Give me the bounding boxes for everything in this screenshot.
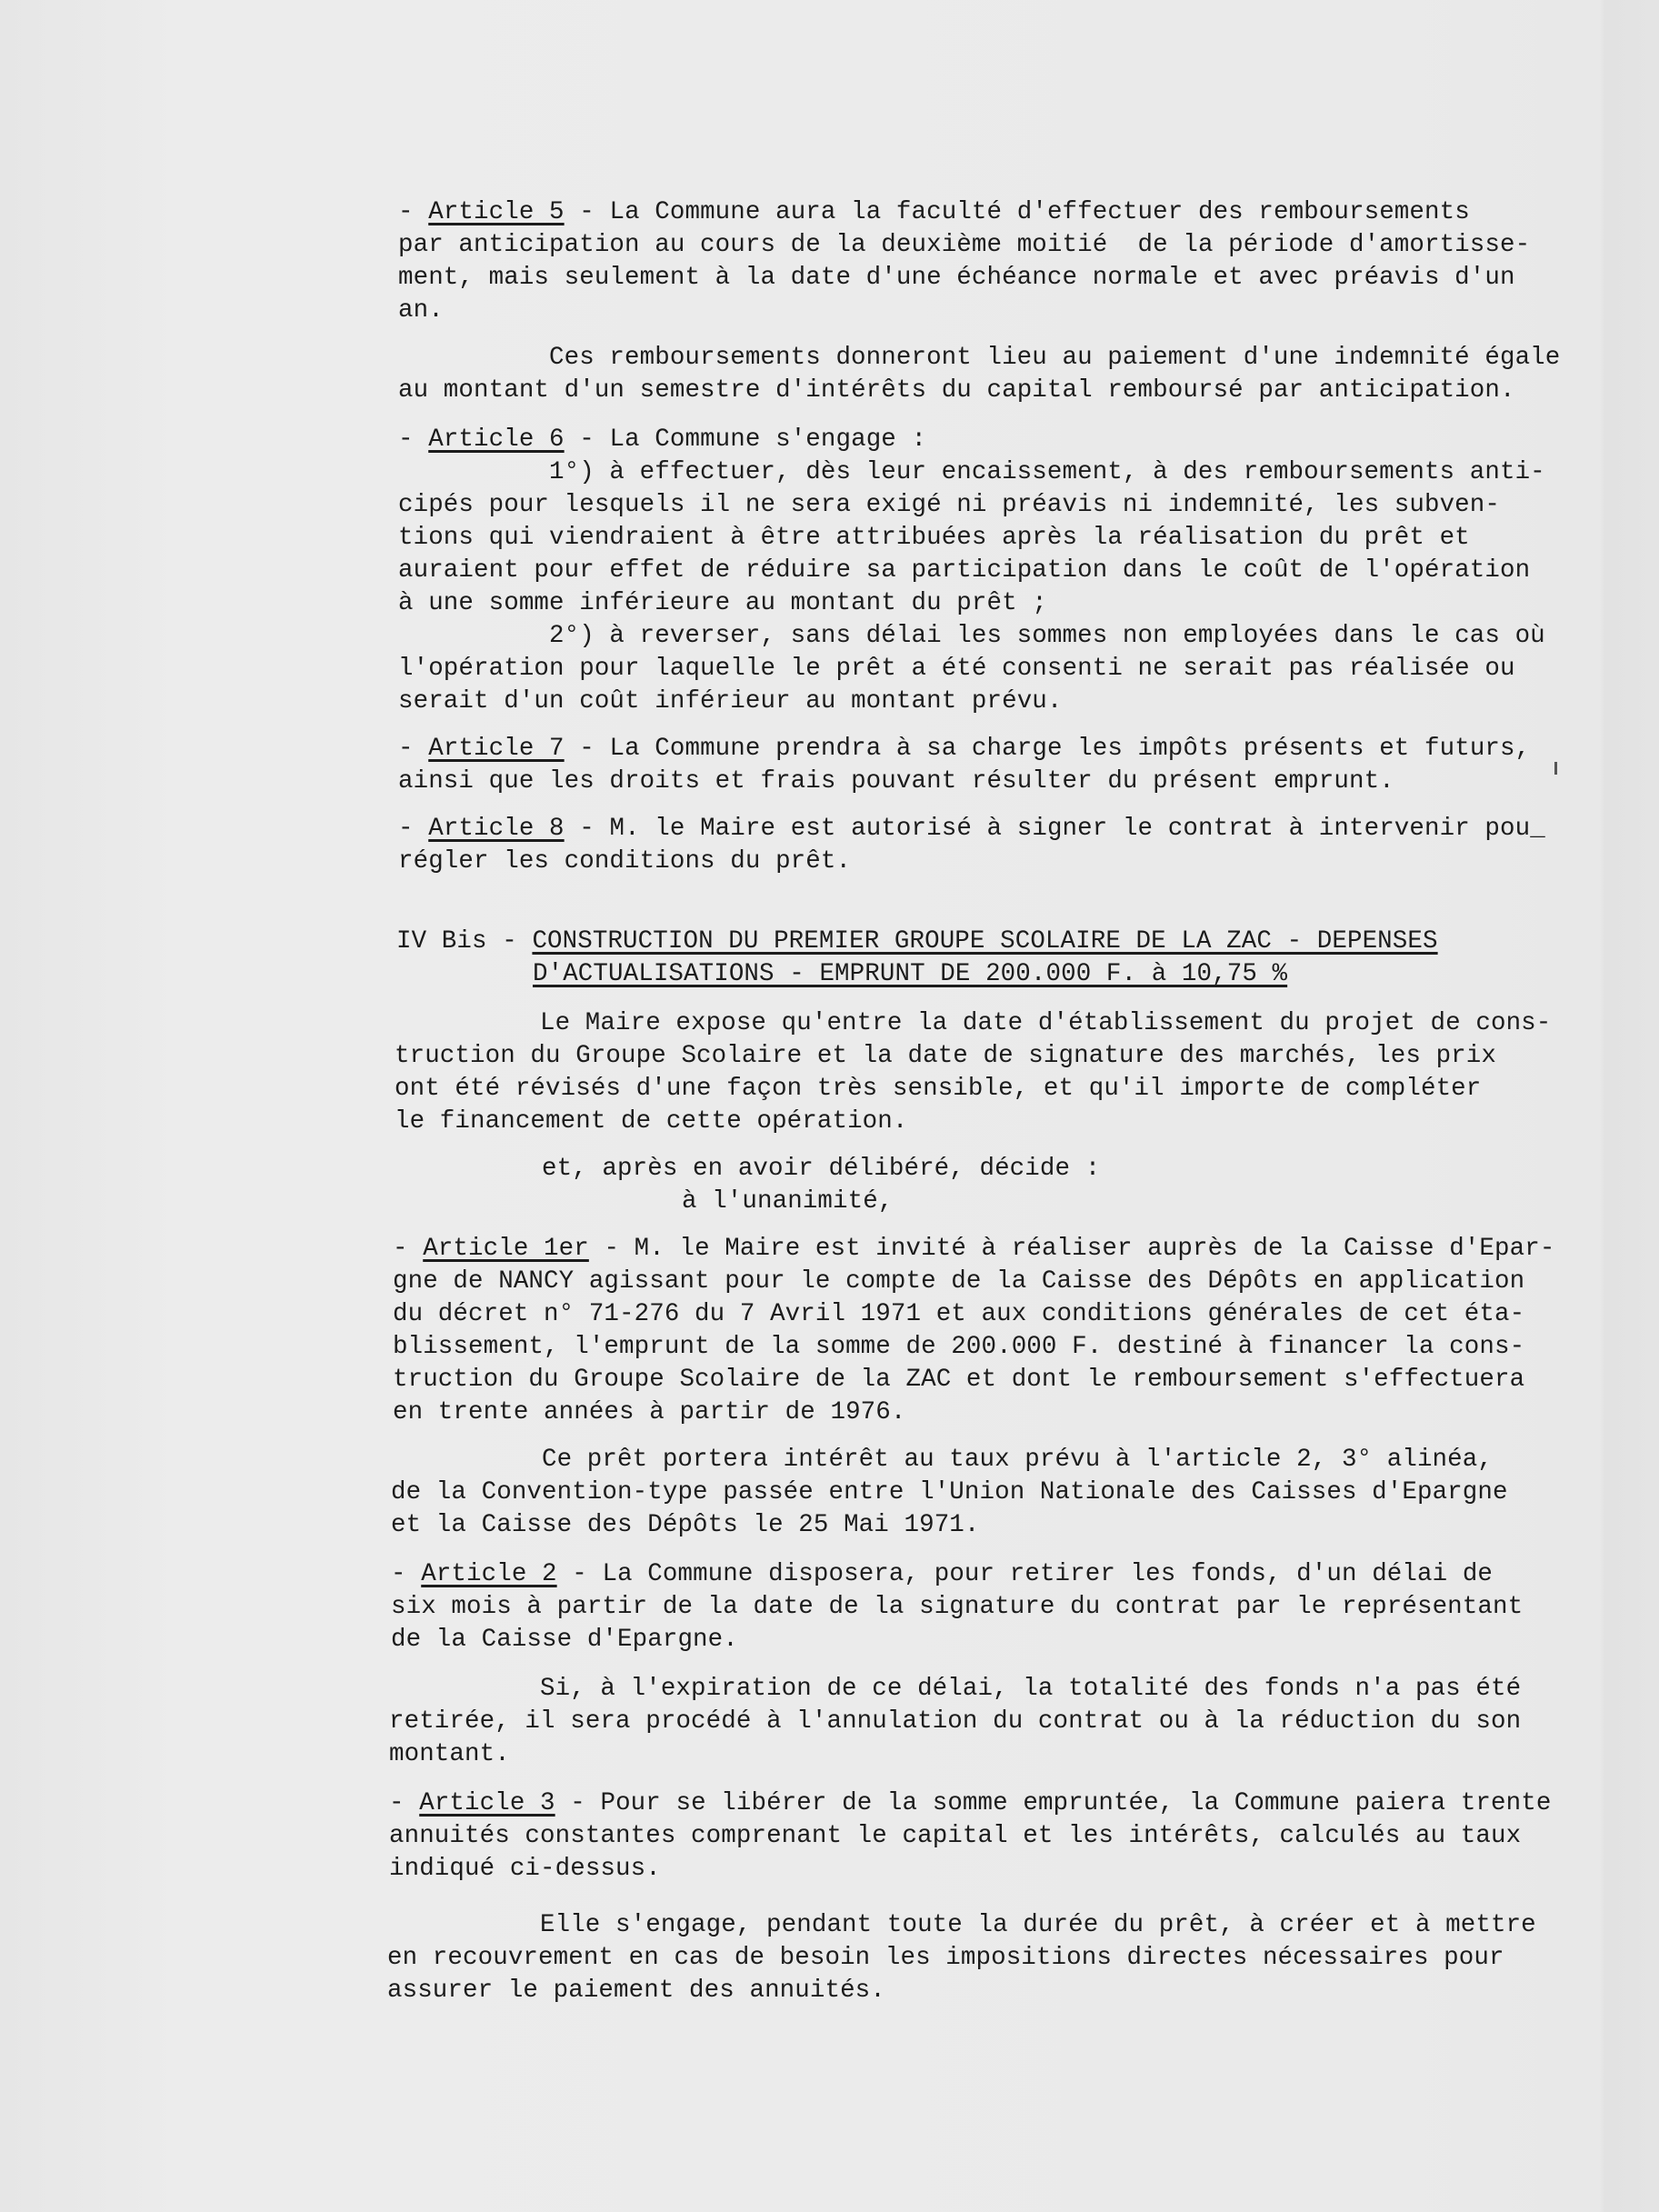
section-intro-line-3: ont été révisés d'une façon très sensible, et qu'il importe de compléter <box>395 1075 1482 1103</box>
dash: - <box>393 1235 424 1263</box>
article-2-heading-line <box>391 1558 1493 1591</box>
stray-mark <box>1554 762 1557 775</box>
section-intro-line-2: truction du Groupe Scolaire et la date de signature des marchés, les prix <box>395 1042 1496 1070</box>
dash: - <box>398 735 429 763</box>
article-8-label: Article 8 <box>428 815 565 843</box>
article-6-line-5: auraient pour effet de réduire sa participation dans le coût de l'opération <box>398 556 1531 585</box>
article-5-line-4: an. <box>398 296 444 325</box>
article-5-label: Article 5 <box>428 198 565 226</box>
dash: - <box>398 815 429 843</box>
article-3-heading-line <box>389 1787 1551 1820</box>
article-6-line-1: - La Commune s'engage : <box>564 425 927 454</box>
article-5-heading-line <box>398 196 1470 229</box>
section-intro-line-4: le financement de cette opération. <box>395 1107 908 1136</box>
article-2-line-3: de la Caisse d'Epargne. <box>391 1626 738 1654</box>
section-title-line-1: CONSTRUCTION DU PREMIER GROUPE SCOLAIRE DE LA ZAC - DEPENSES <box>532 927 1438 956</box>
article-5-line-3: ment, mais seulement à la date d'une échéance normale et avec préavis d'un <box>398 264 1515 292</box>
article-1er-line-6: en trente années à partir de 1976. <box>393 1398 906 1426</box>
article-1er-line-4: blissement, l'emprunt de la somme de 200.000 F. destiné à financer la cons- <box>393 1333 1525 1361</box>
article-8-line-1: - M. le Maire est autorisé à signer le contrat à intervenir pou_ <box>564 815 1545 843</box>
article-2-line-2: six mois à partir de la date de la signature du contrat par le représentant <box>391 1593 1524 1621</box>
article-7-heading-line <box>398 733 1530 766</box>
article-2-para2-line-1: Si, à l'expiration de ce délai, la totalité des fonds n'a pas été <box>540 1675 1522 1703</box>
article-1er-line-1: - M. le Maire est invité à réaliser auprès de la Caisse d'Epar- <box>588 1235 1555 1263</box>
article-3-para2-line-3: assurer le paiement des annuités. <box>387 1977 885 2005</box>
article-2-para2-line-2: retirée, il sera procédé à l'annulation du contrat ou à la réduction du son <box>389 1707 1522 1736</box>
article-5-line-1: - La Commune aura la faculté d'effectuer des remboursements <box>564 198 1470 226</box>
article-3-line-2: annuités constantes comprenant le capital et les intérêts, calculés au taux <box>389 1822 1522 1850</box>
article-5-para2-line-2: au montant d'un semestre d'intérêts du capital remboursé par anticipation. <box>398 376 1515 405</box>
article-7-line-2: ainsi que les droits et frais pouvant résulter du présent emprunt. <box>398 767 1394 796</box>
article-1er-para2-line-3: et la Caisse des Dépôts le 25 Mai 1971. <box>391 1511 980 1539</box>
article-1er-para2-line-2: de la Convention-type passée entre l'Union Nationale des Caisses d'Epargne <box>391 1478 1508 1506</box>
article-3-label: Article 3 <box>419 1789 555 1817</box>
section-decide: et, après en avoir délibéré, décide : <box>542 1155 1101 1183</box>
article-3-para2-line-2: en recouvrement en cas de besoin les impositions directes nécessaires pour <box>387 1944 1504 1972</box>
article-6-line-7: 2°) à reverser, sans délai les sommes non employées dans le cas où <box>549 622 1545 650</box>
dash: - <box>391 1560 422 1588</box>
article-3-line-1: - Pour se libérer de la somme empruntée, la Commune paiera trente <box>555 1789 1552 1817</box>
article-1er-line-5: truction du Groupe Scolaire de la ZAC et dont le remboursement s'effectuera <box>393 1366 1525 1394</box>
article-6-label: Article 6 <box>428 425 565 454</box>
article-2-line-1: - La Commune disposera, pour retirer les fonds, d'un délai de <box>556 1560 1494 1588</box>
section-heading-line-2 <box>533 958 1287 991</box>
article-6-line-9: serait d'un coût inférieur au montant prévu. <box>398 687 1063 716</box>
article-6-line-6: à une somme inférieure au montant du prêt ; <box>398 589 1047 617</box>
article-6-heading-line <box>398 424 926 456</box>
dash: - <box>389 1789 420 1817</box>
section-number: IV Bis - <box>396 927 533 956</box>
article-8-heading-line <box>398 813 1545 846</box>
article-5-line-2: par anticipation au cours de la deuxième moitié de la période d'amortisse- <box>398 231 1531 259</box>
section-intro-line-1: Le Maire expose qu'entre la date d'établissement du projet de cons- <box>540 1009 1552 1037</box>
article-6-line-4: tions qui viendraient à être attribuées après la réalisation du prêt et <box>398 524 1470 552</box>
article-5-para2-line-1: Ces remboursements donneront lieu au paiement d'une indemnité égale <box>549 344 1561 372</box>
article-2-label: Article 2 <box>421 1560 557 1588</box>
article-6-line-8: l'opération pour laquelle le prêt a été consenti ne serait pas réalisée ou <box>398 655 1515 683</box>
article-1er-label: Article 1er <box>423 1235 589 1263</box>
dash: - <box>398 425 429 454</box>
section-title-line-2: D'ACTUALISATIONS - EMPRUNT DE 200.000 F. à 10,75 % <box>533 960 1288 988</box>
article-7-label: Article 7 <box>428 735 565 763</box>
article-3-para2-line-1: Elle s'engage, pendant toute la durée du prêt, à créer et à mettre <box>540 1911 1536 1939</box>
dash: - <box>398 198 429 226</box>
section-unanimite: à l'unanimité, <box>682 1187 894 1216</box>
section-heading-line-1 <box>396 926 1438 958</box>
article-1er-para2-line-1: Ce prêt portera intérêt au taux prévu à l'article 2, 3° alinéa, <box>542 1446 1493 1474</box>
article-6-line-3: cipés pour lesquels il ne sera exigé ni préavis ni indemnité, les subven- <box>398 491 1500 519</box>
article-8-line-2: régler les conditions du prêt. <box>398 847 852 876</box>
article-2-para2-line-3: montant. <box>389 1740 510 1768</box>
article-6-line-2: 1°) à effectuer, dès leur encaissement, à des remboursements anti- <box>549 458 1545 486</box>
article-3-line-3: indiqué ci-dessus. <box>389 1855 661 1883</box>
article-1er-line-2: gne de NANCY agissant pour le compte de la Caisse des Dépôts en application <box>393 1267 1525 1296</box>
article-1er-line-3: du décret n° 71-276 du 7 Avril 1971 et aux conditions générales de cet éta- <box>393 1300 1525 1328</box>
article-1er-heading-line <box>393 1233 1554 1266</box>
article-7-line-1: - La Commune prendra à sa charge les impôts présents et futurs, <box>564 735 1531 763</box>
